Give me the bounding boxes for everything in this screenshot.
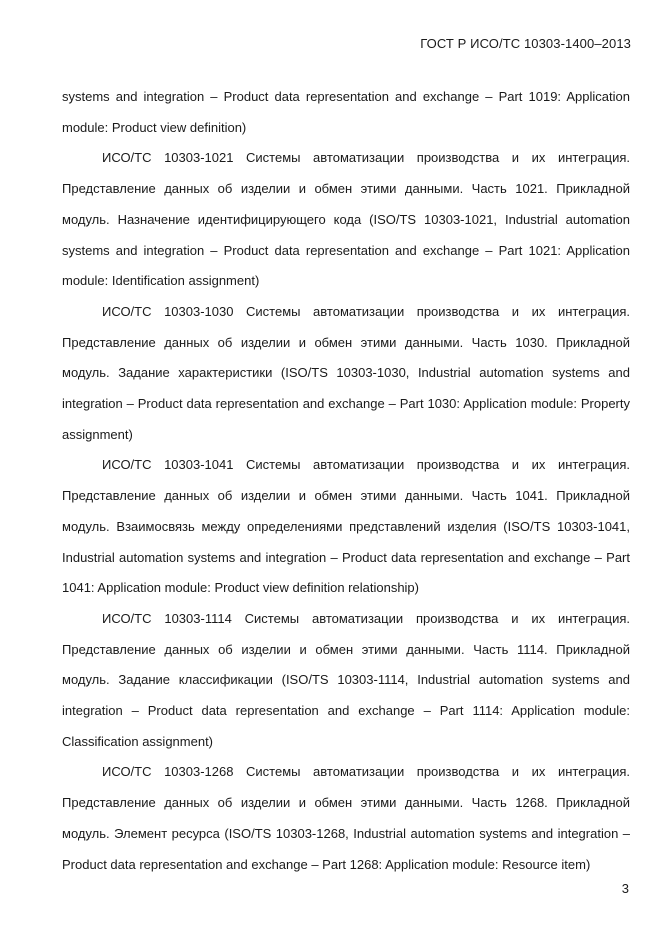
- document-header: ГОСТ Р ИСО/ТС 10303-1400–2013: [420, 36, 631, 51]
- page-number: 3: [621, 881, 629, 896]
- reference-entry: ИСО/ТС 10303-1114 Системы автоматизации производства и их интеграция. Представление данных об изделии и обмен этими данными. Часть 1114. Прикладной модуль. Задание классификации (ISO/TS 10303-1114, Industrial automation systems and integration – Product data representation and exchange – Part 1114: Application module: Classification assignment): [62, 610, 630, 749]
- reference-entry: ИСО/ТС 10303-1021 Системы автоматизации производства и их интеграция. Представление данных об изделии и обмен этими данными. Часть 1021. Прикладной модуль. Назначение идентифицирующего кода (ISO/TS 10303-1021, Industrial automation systems and integration – Product data representation and exchange – Part 1021: Application module: Identification assignment): [62, 150, 630, 289]
- reference-entry: ИСО/ТС 10303-1268 Системы автоматизации производства и их интеграция. Представление данных об изделии и обмен этими данными. Часть 1268. Прикладной модуль. Элемент ресурса (ISO/TS 10303-1268, Industrial automation systems and integration – Product data representation and exchange – Part 1268: Application module: Resource item): [62, 764, 630, 872]
- document-body: [62, 82, 630, 880]
- reference-continuation: systems and integration – Product data representation and exchange – Part 1019: Application module: Product view definition): [62, 89, 630, 135]
- reference-entry: ИСО/ТС 10303-1030 Системы автоматизации производства и их интеграция. Представление данных об изделии и обмен этими данными. Часть 1030. Прикладной модуль. Задание характеристики (ISO/TS 10303-1030, Industrial automation systems and integration – Product data representation and exchange – Part 1030: Application module: Property assignment): [62, 303, 630, 442]
- reference-entry: ИСО/ТС 10303-1041 Системы автоматизации производства и их интеграция. Представление данных об изделии и обмен этими данными. Часть 1041. Прикладной модуль. Взаимосвязь между определениями представлений изделия (ISO/TS 10303-1041, Industrial automation systems and integration – Product data representation and exchange – Part 1041: Application module: Product view definition relationship): [62, 457, 630, 596]
